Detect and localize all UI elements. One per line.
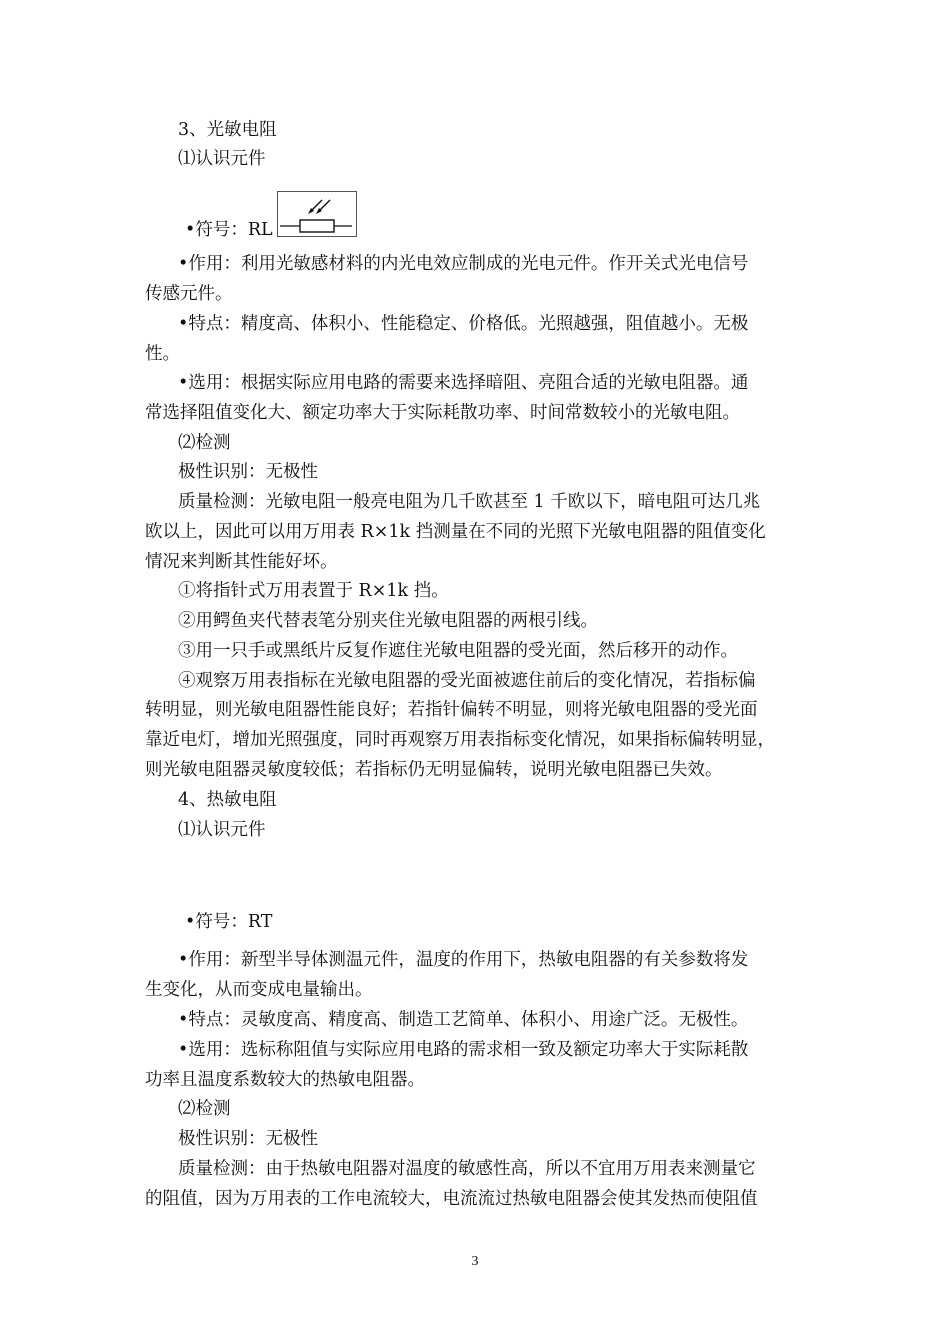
section-3-step-3: ③用一只手或黑纸片反复作遮住光敏电阻器的受光面，然后移开的动作。 [178, 641, 738, 661]
section-3-title: 3、光敏电阻 [178, 120, 277, 140]
section-3-step-4-line-3: 靠近电灯，增加光照强度，同时再观察万用表指标变化情况，如果指标偏转明显， [145, 730, 775, 750]
section-4-usage-line-2: 生变化，从而变成电量输出。 [145, 980, 373, 1000]
section-3-usage-line-1: •作用：利用光敏感材料的内光电效应制成的光电元件。作开关式光电信号 [178, 254, 749, 274]
section-3-select-line-1: •选用：根据实际应用电路的需要来选择暗阻、亮阻合适的光敏电阻器。通 [178, 373, 749, 393]
section-3-step-4-line-1: ④观察万用表指标在光敏电阻器的受光面被遮住前后的变化情况，若指标偏 [178, 671, 756, 691]
section-3-symbol-label: •符号：RL [185, 220, 273, 240]
section-3-step-4-line-4: 则光敏电阻器灵敏度较低；若指标仍无明显偏转，说明光敏电阻器已失效。 [145, 760, 723, 780]
section-4-title: 4、热敏电阻 [178, 790, 277, 810]
section-3-quality-line-3: 情况来判断其性能好坏。 [145, 552, 338, 572]
section-3-usage-line-2: 传感元件。 [145, 284, 233, 304]
section-4-quality-line-2: 的阻值，因为万用表的工作电流较大，电流流过热敏电阻器会使其发热而使阻值 [145, 1189, 758, 1209]
page-number: 3 [471, 1254, 479, 1269]
section-4-sub-detect: ⑵检测 [178, 1099, 231, 1119]
section-3-polarity: 极性识别：无极性 [178, 462, 318, 482]
section-4-polarity: 极性识别：无极性 [178, 1129, 318, 1149]
section-3-select-line-2: 常选择阻值变化大、额定功率大于实际耗散功率、时间常数较小的光敏电阻。 [145, 403, 740, 423]
section-3-step-4-line-2: 转明显，则光敏电阻器性能良好；若指针偏转不明显，则将光敏电阻器的受光面 [145, 700, 758, 720]
section-3-sub-identify: ⑴认识元件 [178, 149, 266, 169]
photoresistor-symbol-icon [277, 191, 357, 237]
section-4-quality-line-1: 质量检测：由于热敏电阻器对温度的敏感性高，所以不宜用万用表来测量它 [178, 1159, 756, 1179]
section-4-sub-identify: ⑴认识元件 [178, 820, 266, 840]
section-3-features-line-1: •特点：精度高、体积小、性能稳定、价格低。光照越强，阻值越小。无极 [178, 314, 749, 334]
section-3-features-line-2: 性。 [145, 344, 180, 364]
section-3-quality-line-1: 质量检测：光敏电阻一般亮电阻为几千欧甚至 1 千欧以下，暗电阻可达几兆 [178, 492, 761, 512]
section-3-step-1: ①将指针式万用表置于 R×1k 挡。 [178, 581, 449, 601]
section-3-step-2: ②用鳄鱼夹代替表笔分别夹住光敏电阻器的两根引线。 [178, 611, 598, 631]
section-4-usage-line-1: •作用：新型半导体测温元件，温度的作用下，热敏电阻器的有关参数将发 [178, 950, 749, 970]
section-4-features: •特点：灵敏度高、精度高、制造工艺简单、体积小、用途广泛。无极性。 [178, 1010, 749, 1030]
section-3-sub-detect: ⑵检测 [178, 433, 231, 453]
section-4-symbol-label: •符号：RT [185, 912, 273, 932]
section-3-quality-line-2: 欧以上，因此可以用万用表 R×1k 挡测量在不同的光照下光敏电阻器的阻值变化 [145, 522, 766, 542]
section-4-select-line-2: 功率且温度系数较大的热敏电阻器。 [145, 1070, 425, 1090]
section-4-select-line-1: •选用：选标称阻值与实际应用电路的需求相一致及额定功率大于实际耗散 [178, 1040, 749, 1060]
